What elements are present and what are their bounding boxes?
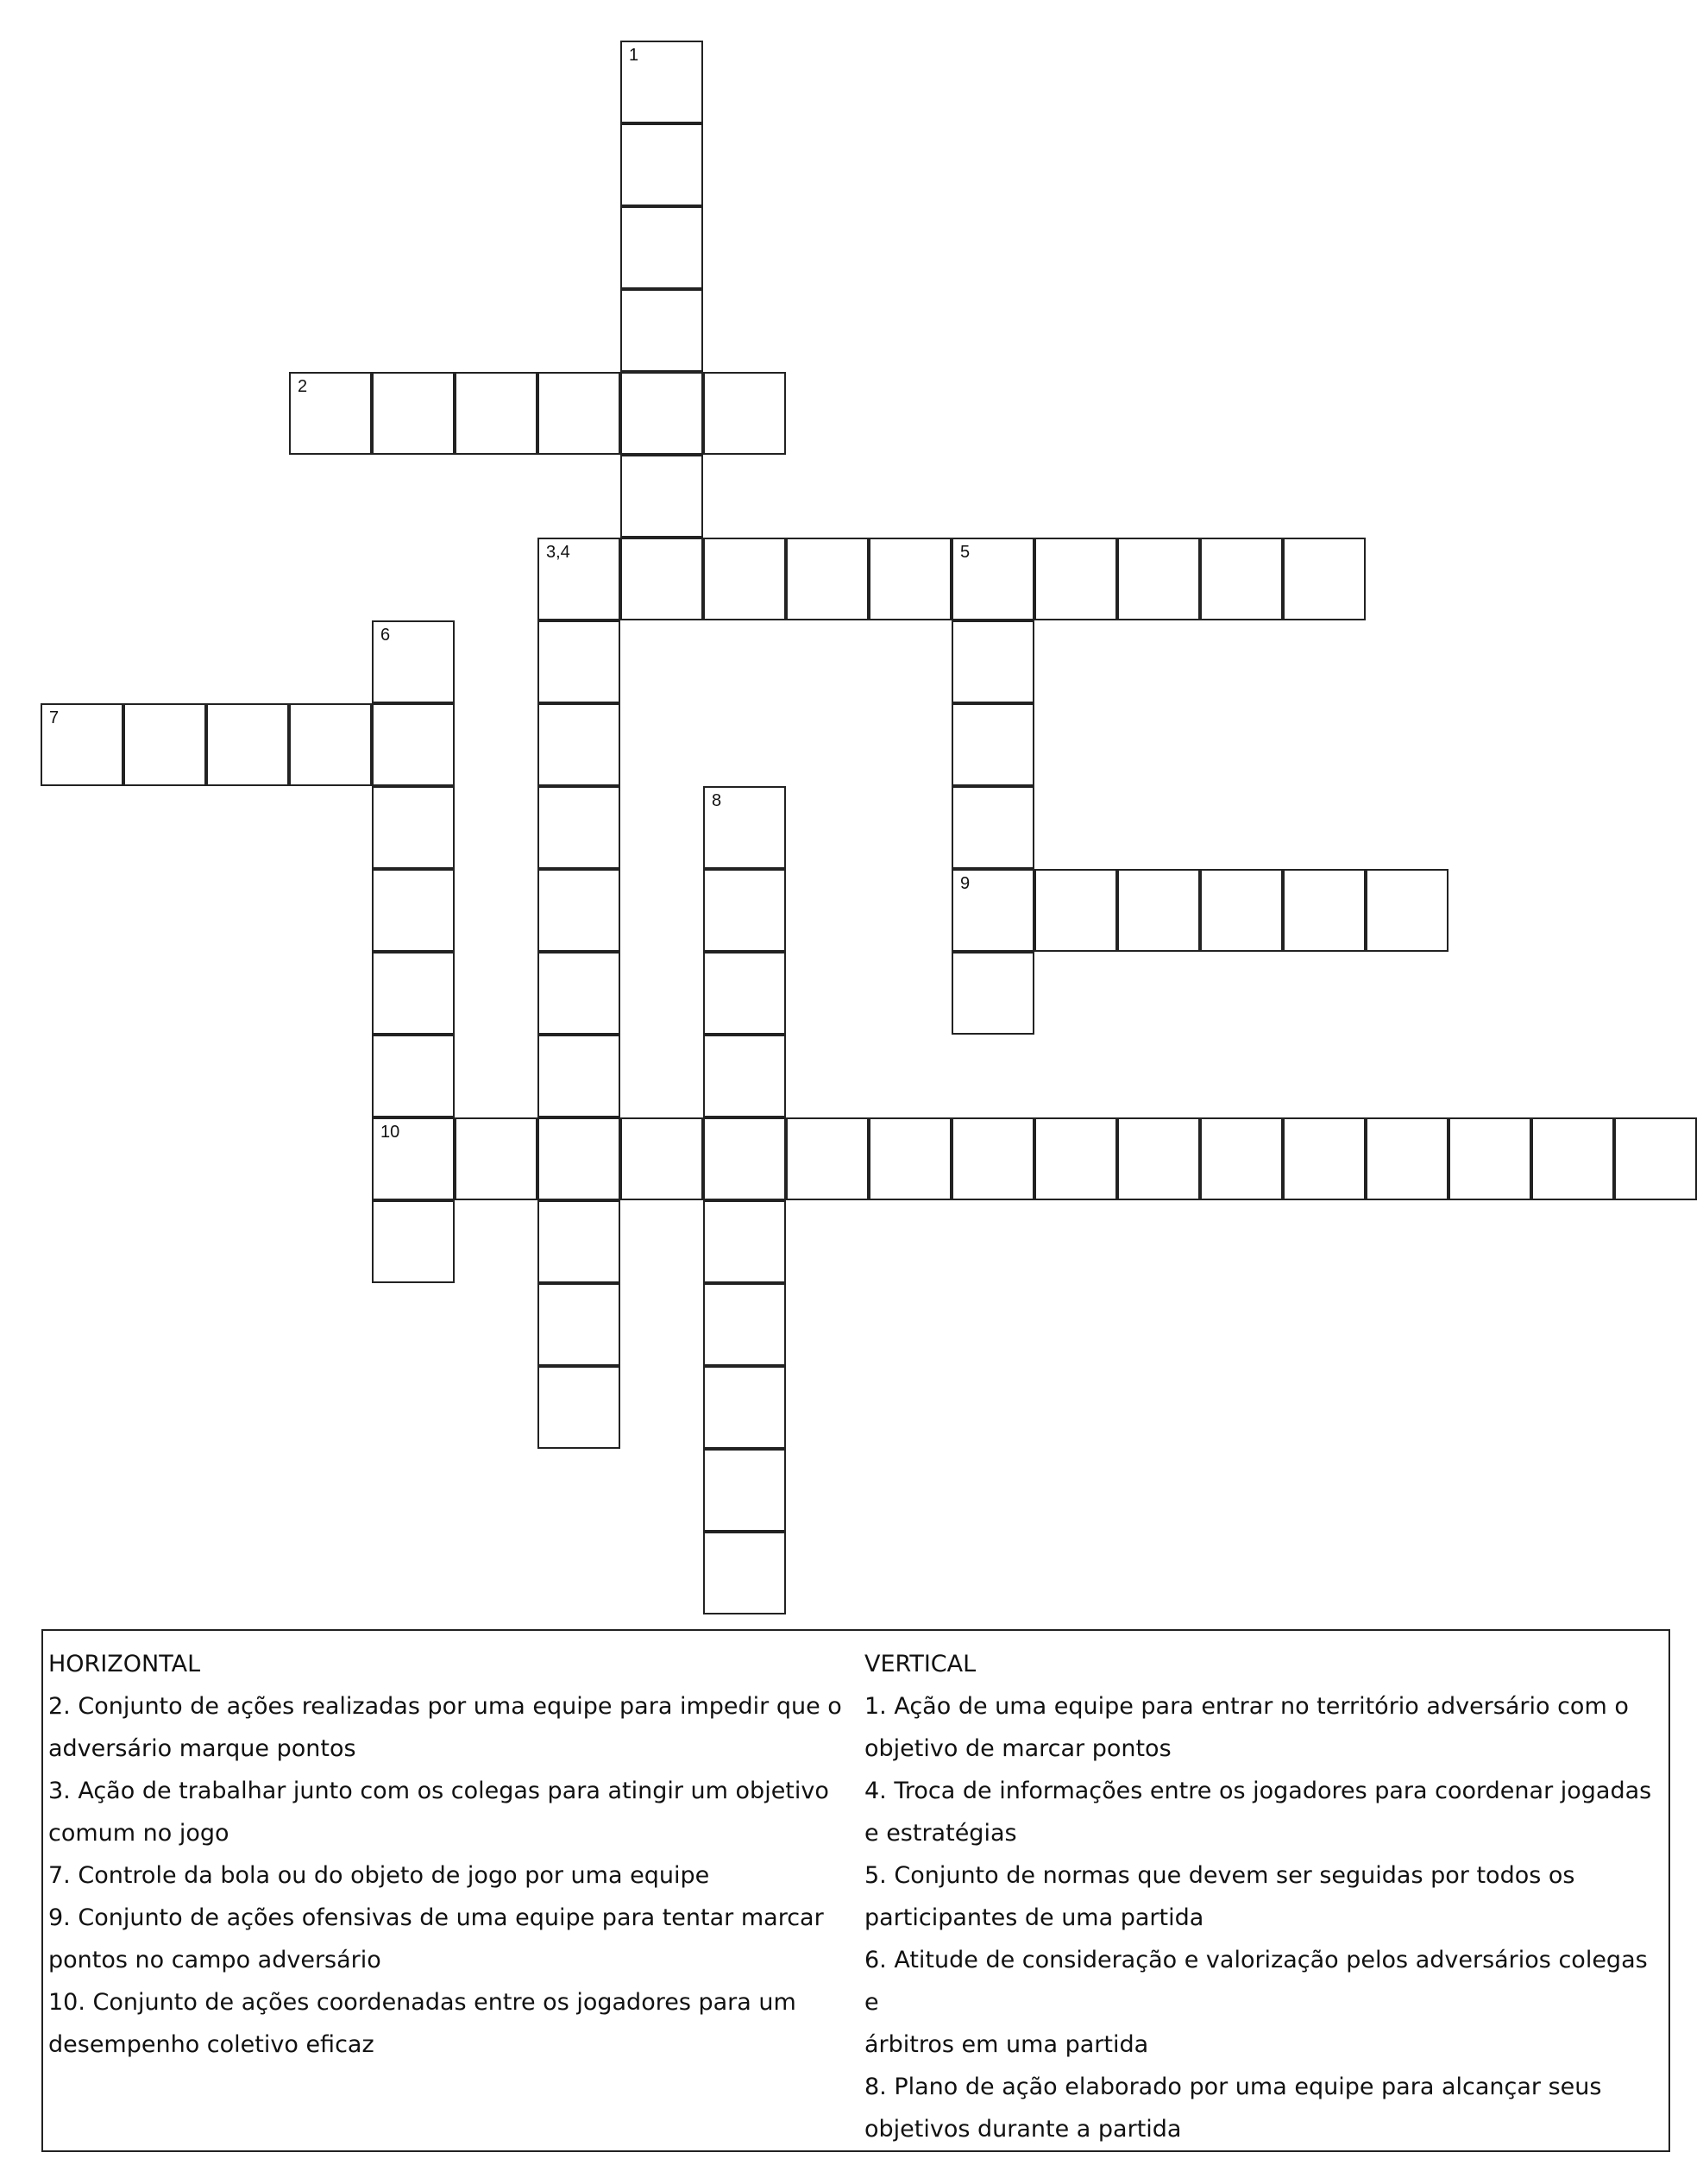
- grid-cell[interactable]: [1283, 869, 1366, 952]
- grid-cell[interactable]: [952, 538, 1034, 620]
- grid-cell[interactable]: [952, 703, 1034, 786]
- grid-cell[interactable]: [372, 1035, 455, 1117]
- clue-number-label: 8: [712, 791, 722, 810]
- horizontal-clue-line: 2. Conjunto de ações realizadas por uma equipe para impedir que o: [48, 1693, 842, 1720]
- grid-cell[interactable]: [1200, 1117, 1283, 1200]
- grid-cell[interactable]: [620, 1117, 703, 1200]
- grid-cell[interactable]: [537, 869, 620, 952]
- clue-number-label: 9: [960, 874, 971, 893]
- grid-cell[interactable]: [206, 703, 289, 786]
- grid-cell[interactable]: [786, 1117, 869, 1200]
- grid-cell[interactable]: [372, 952, 455, 1035]
- horizontal-clue-line: 7. Controle da bola ou do objeto de jogo por uma equipe: [48, 1862, 710, 1889]
- grid-cell[interactable]: [537, 1366, 620, 1449]
- grid-cell[interactable]: [703, 1366, 786, 1449]
- grid-cell[interactable]: [703, 952, 786, 1035]
- grid-cell[interactable]: [1283, 1117, 1366, 1200]
- grid-cell[interactable]: [703, 1035, 786, 1117]
- grid-cell[interactable]: [703, 1283, 786, 1366]
- clue-number-label: 10: [380, 1123, 400, 1142]
- grid-cell[interactable]: [372, 372, 455, 455]
- vertical-clue-line: árbitros em uma partida: [864, 2031, 1149, 2058]
- clue-number-label: 1: [629, 46, 639, 65]
- grid-cell[interactable]: [537, 952, 620, 1035]
- grid-cell[interactable]: [372, 1200, 455, 1283]
- horizontal-clue-line: desempenho coletivo eficaz: [48, 2031, 374, 2058]
- grid-cell[interactable]: [952, 620, 1034, 703]
- horizontal-clue-line: adversário marque pontos: [48, 1735, 356, 1762]
- grid-cell[interactable]: [703, 538, 786, 620]
- grid-cell[interactable]: [537, 703, 620, 786]
- grid-cell[interactable]: [1366, 1117, 1448, 1200]
- horizontal-clue-line: 10. Conjunto de ações coordenadas entre os jogadores para um: [48, 1989, 796, 2016]
- horizontal-clue-line: 9. Conjunto de ações ofensivas de uma equipe para tentar marcar: [48, 1904, 824, 1931]
- grid-cell[interactable]: [703, 786, 786, 869]
- vertical-clue-line: 6. Atitude de consideração e valorização pelos adversários colegas e: [864, 1947, 1648, 2016]
- grid-cell[interactable]: [372, 786, 455, 869]
- grid-cell[interactable]: [620, 538, 703, 620]
- grid-cell[interactable]: [372, 620, 455, 703]
- vertical-heading: VERTICAL: [864, 1651, 977, 1677]
- horizontal-clue-line: comum no jogo: [48, 1820, 229, 1847]
- grid-cell[interactable]: [41, 703, 123, 786]
- grid-cell[interactable]: [1614, 1117, 1697, 1200]
- vertical-clue-line: participantes de uma partida: [864, 1904, 1204, 1931]
- grid-cell[interactable]: [620, 289, 703, 372]
- grid-cell[interactable]: [952, 952, 1034, 1035]
- grid-cell[interactable]: [537, 1200, 620, 1283]
- clue-number-label: 6: [380, 626, 391, 645]
- vertical-clue-line: e estratégias: [864, 1820, 1017, 1847]
- grid-cell[interactable]: [1034, 1117, 1117, 1200]
- grid-cell[interactable]: [289, 372, 372, 455]
- grid-cell[interactable]: [455, 372, 537, 455]
- grid-cell[interactable]: [123, 703, 206, 786]
- grid-cell[interactable]: [952, 786, 1034, 869]
- vertical-clue-line: 1. Ação de uma equipe para entrar no território adversário com o: [864, 1693, 1629, 1720]
- vertical-clue-line: objetivo de marcar pontos: [864, 1735, 1172, 1762]
- horizontal-heading: HORIZONTAL: [48, 1651, 201, 1677]
- grid-cell[interactable]: [1034, 538, 1117, 620]
- grid-cell[interactable]: [537, 1283, 620, 1366]
- clue-number-label: 5: [960, 543, 971, 562]
- vertical-clue-line: 5. Conjunto de normas que devem ser seguidas por todos os: [864, 1862, 1575, 1889]
- grid-cell[interactable]: [537, 786, 620, 869]
- grid-cell[interactable]: [620, 41, 703, 123]
- grid-cell[interactable]: [952, 1117, 1034, 1200]
- grid-cell[interactable]: [703, 1532, 786, 1614]
- clue-number-label: 3,4: [546, 543, 570, 562]
- grid-cell[interactable]: [372, 869, 455, 952]
- grid-cell[interactable]: [952, 869, 1034, 952]
- grid-cell[interactable]: [620, 455, 703, 538]
- grid-cell[interactable]: [1034, 869, 1117, 952]
- grid-cell[interactable]: [1448, 1117, 1531, 1200]
- grid-cell[interactable]: [1117, 1117, 1200, 1200]
- vertical-clue-line: 8. Plano de ação elaborado por uma equipe para alcançar seus: [864, 2074, 1602, 2100]
- grid-cell[interactable]: [1117, 869, 1200, 952]
- grid-cell[interactable]: [703, 372, 786, 455]
- grid-cell[interactable]: [703, 1117, 786, 1200]
- grid-cell[interactable]: [869, 1117, 952, 1200]
- grid-cell[interactable]: [620, 372, 703, 455]
- grid-cell[interactable]: [1200, 869, 1283, 952]
- grid-cell[interactable]: [1531, 1117, 1614, 1200]
- vertical-clue-line: 4. Troca de informações entre os jogadores para coordenar jogadas: [864, 1778, 1652, 1804]
- grid-cell[interactable]: [620, 123, 703, 206]
- grid-cell[interactable]: [537, 1035, 620, 1117]
- grid-cell[interactable]: [620, 206, 703, 289]
- grid-cell[interactable]: [1366, 869, 1448, 952]
- grid-cell[interactable]: [537, 372, 620, 455]
- grid-cell[interactable]: [537, 620, 620, 703]
- grid-cell[interactable]: [703, 1200, 786, 1283]
- grid-cell[interactable]: [455, 1117, 537, 1200]
- grid-cell[interactable]: [703, 1449, 786, 1532]
- grid-cell[interactable]: [372, 703, 455, 786]
- grid-cell[interactable]: [537, 1117, 620, 1200]
- grid-cell[interactable]: [1283, 538, 1366, 620]
- clue-number-label: 7: [49, 708, 60, 727]
- grid-cell[interactable]: [1117, 538, 1200, 620]
- vertical-clues: [864, 1643, 1667, 2150]
- grid-cell[interactable]: [786, 538, 869, 620]
- clue-number-label: 2: [298, 377, 308, 396]
- horizontal-clues: [48, 1643, 851, 2066]
- grid-cell[interactable]: [1200, 538, 1283, 620]
- horizontal-clue-line: 3. Ação de trabalhar junto com os colegas para atingir um objetivo: [48, 1778, 829, 1804]
- grid-cell[interactable]: [869, 538, 952, 620]
- grid-cell[interactable]: [537, 538, 620, 620]
- grid-cell[interactable]: [289, 703, 372, 786]
- clues-panel: [41, 1629, 1670, 2152]
- horizontal-clue-line: pontos no campo adversário: [48, 1947, 381, 1973]
- grid-cell[interactable]: [703, 869, 786, 952]
- grid-cell[interactable]: [372, 1117, 455, 1200]
- vertical-clue-line: objetivos durante a partida: [864, 2116, 1182, 2143]
